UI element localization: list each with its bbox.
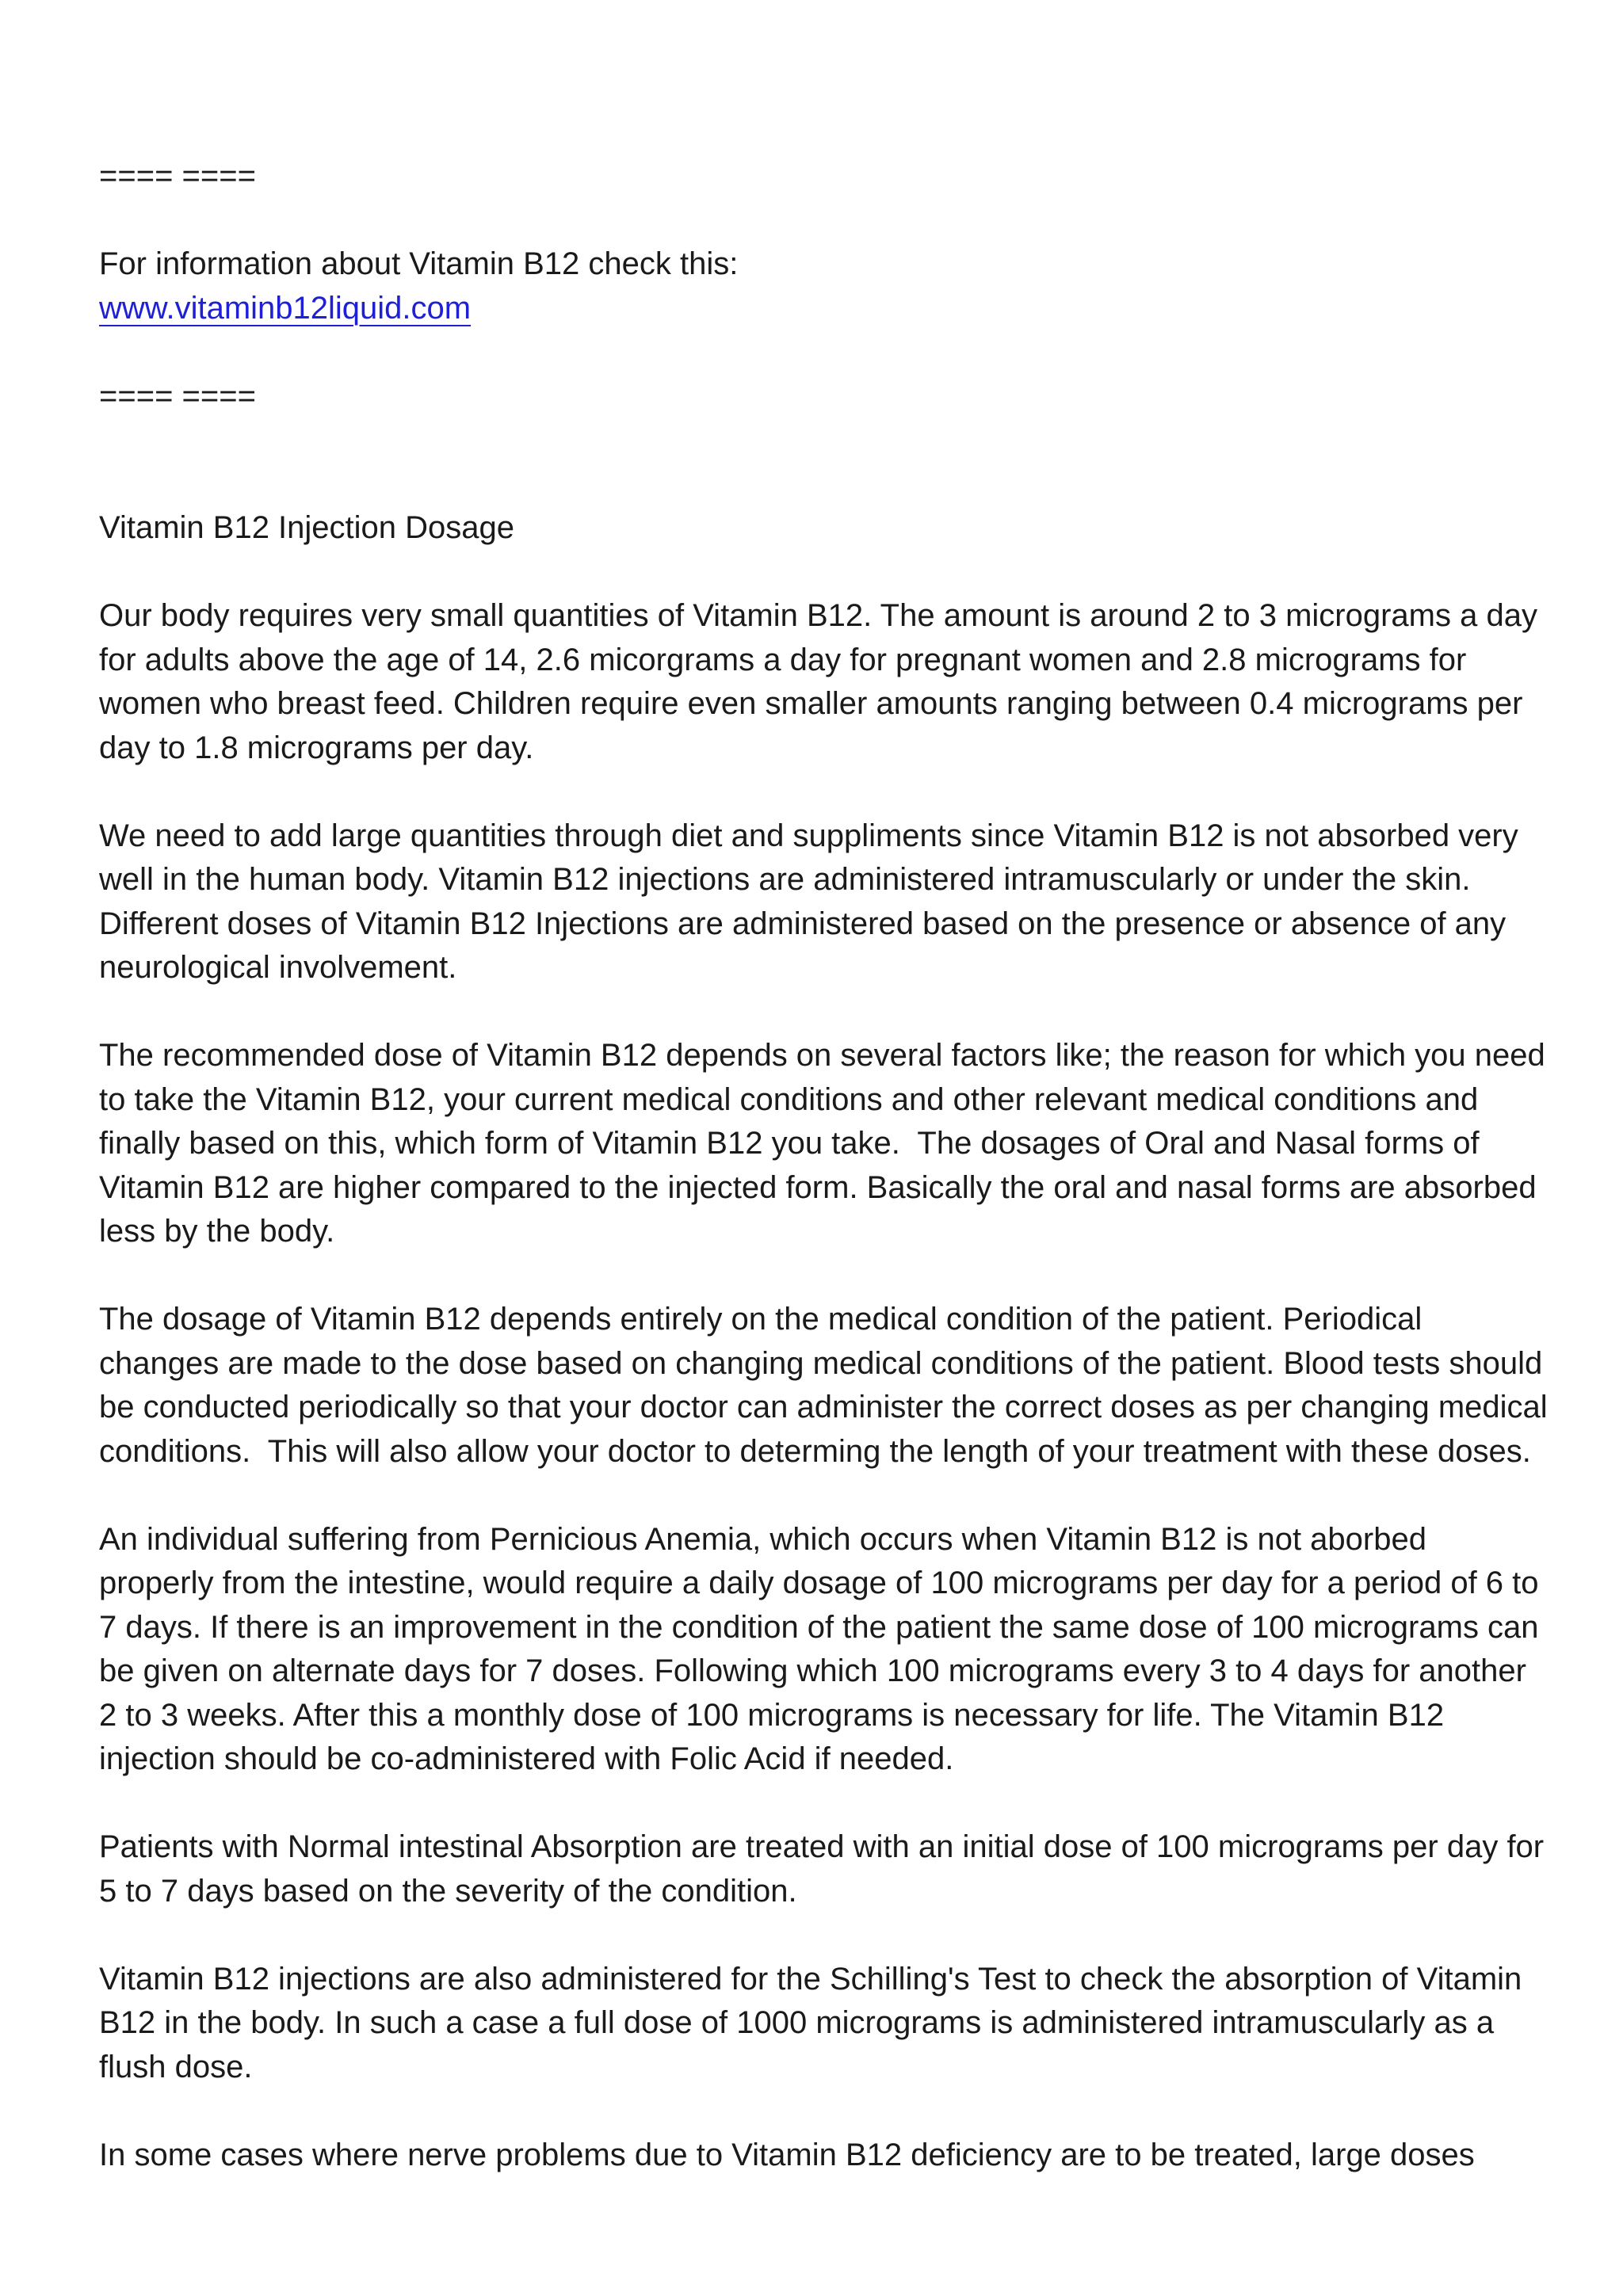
divider-bottom: ==== ==== — [99, 378, 256, 414]
paragraph-absorption: We need to add large quantities through diet and suppliments since Vitamin B12 is not absorbed very well in the human body. Vitamin B12 injections are administered intramuscularly or under the skin. Different doses of Vitamin B12 Injections are administered based on the presence or absence of any neurological involvement. — [99, 818, 1527, 985]
article-title: Vitamin B12 Injection Dosage — [99, 510, 515, 545]
divider-top: ==== ==== — [99, 158, 256, 193]
paragraph-recommended-dose: The recommended dose of Vitamin B12 depends on several factors like; the reason for which you need to take the Vitamin B12, your current medical conditions and other relevant medical conditions and finally based on this, which form of Vitamin B12 you take. The dosages of Oral and Nasal forms of Vitamin B12 are higher compared to the injected form. Basically the oral and nasal forms are absorbed less by the body. — [99, 1038, 1554, 1249]
info-link-line — [99, 287, 1549, 331]
paragraph-daily-requirements: Our body requires very small quantities of Vitamin B12. The amount is around 2 to 3 micrograms a day for adults above the age of 14, 2.6 micorgrams a day for pregnant women and 2.8 micrograms for women who breast feed. Children require even smaller amounts ranging between 0.4 micrograms per day to 1.8 micrograms per day. — [99, 598, 1547, 765]
document-page — [99, 154, 1556, 2177]
paragraph-schilling-test: Vitamin B12 injections are also administered for the Schilling's Test to check the absorption of Vitamin B12 in the body. In such a case a full dose of 1000 micrograms is administered intramuscularly as a flush dose. — [99, 1961, 1531, 2084]
info-text: For information about Vitamin B12 check this: — [99, 246, 739, 281]
vitamin-b12-link[interactable]: www.vitaminb12liquid.com — [99, 290, 472, 326]
paragraph-normal-absorption: Patients with Normal intestinal Absorption are treated with an initial dose of 100 micrograms per day for 5 to 7 days based on the severity of the condition. — [99, 1829, 1553, 1909]
paragraph-pernicious-anemia: An individual suffering from Pernicious Anemia, which occurs when Vitamin B12 is not aborbed properly from the intestine, would require a daily dosage of 100 micrograms per day for a period of 6 to 7 days. If there is an improvement in the condition of the patient the same dose of 100 micrograms can be given on alternate days for 7 doses. Following which 100 micrograms every 3 to 4 days for another 2 to 3 weeks. After this a monthly dose of 100 micrograms is necessary for life. The Vitamin B12 injection should be co-administered with Folic Acid if needed. — [99, 1521, 1548, 1776]
paragraph-nerve-problems: In some cases where nerve problems due to Vitamin B12 deficiency are to be treated, large doses — [99, 2137, 1475, 2172]
paragraph-dosage-medical-condition: The dosage of Vitamin B12 depends entirely on the medical condition of the patient. Periodical changes are made to the dose based on changing medical conditions of the patient. Blood tests should be conducted periodically so that your doctor can administer the correct doses as per changing medical conditions. This will also allow your doctor to determing the length of your treatment with these doses. — [99, 1302, 1556, 1469]
